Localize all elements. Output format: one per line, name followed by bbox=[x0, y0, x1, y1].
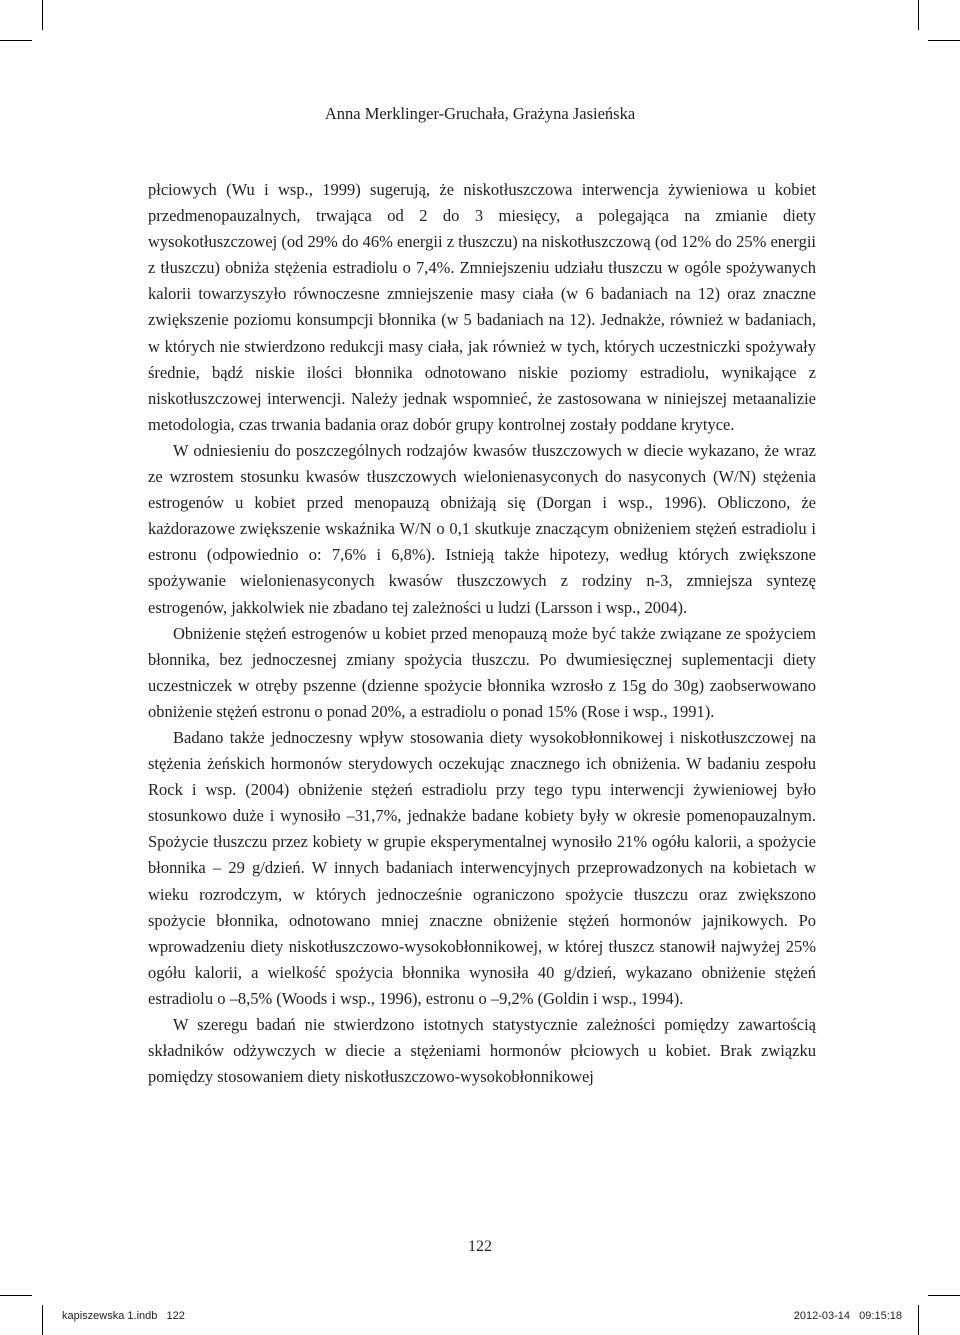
crop-mark bbox=[42, 1305, 43, 1335]
footer-filename: kapiszewska 1.indb 122 bbox=[62, 1310, 185, 1322]
crop-mark bbox=[0, 40, 32, 41]
paragraph: płciowych (Wu i wsp., 1999) sugerują, że niskotłuszczowa interwencja żywieniowa u kobiet przedmenopauzalnych, trwająca od 2 do 3 miesięcy, a polegająca na zmianie diety wysokotłuszczowej (od 29% do 46% energii z tłuszczu) na niskotłuszczową (od 12% do 25% energii z tłuszczu) obniża stężenia estradiolu o 7,4%. Zmniejszeniu udziału tłuszczu w ogóle spożywanych kalorii towarzyszyło równoczesne zmniejszenie masy ciała (w 6 badaniach na 12) oraz znaczne zwiększenie poziomu konsumpcji błonnika (w 5 badaniach na 12). Jednakże, również w badaniach, w których nie stwierdzono redukcji masy ciała, jak również w tych, których uczestniczki spożywały średnie, bądź niskie ilości błonnika odnotowano niskie poziomy estradiolu, wynikające z niskotłuszczowej interwencji. Należy jednak wspomnieć, że zastosowana w niniejszej metaanalizie metodologia, czas trwania badania oraz dobór grupy kontrolnej zostały poddane krytyce. bbox=[148, 180, 816, 434]
paragraph: Badano także jednoczesny wpływ stosowania diety wysokobłonnikowej i niskotłuszczowej na stężenia żeńskich hormonów sterydowych oczekując znacznego ich obniżenia. W badaniu zespołu Rock i wsp. (2004) obniżenie stężeń estradiolu przy tego typu interwencji żywieniowej było stosunkowo duże i wynosiło –31,7%, jednakże badane kobiety były w okresie pomenopauzalnym. Spożycie tłuszczu przez kobiety w grupie eksperymentalnej wynosiło 21% ogółu kalorii, a spożycie błonnika – 29 g/dzień. W innych badaniach interwencyjnych przeprowadzonych na kobietach w wieku rozrodczym, w których jednocześnie ograniczono spożycie tłuszczu oraz zwiększono spożycie błonnika, odnotowano mniej znaczne obniżenie stężeń hormonów jajnikowych. Po wprowadzeniu diety niskotłuszczowo-wysokobłonnikowej, w której tłuszcz stanowił najwyżej 25% ogółu kalorii, a wielkość spożycia błonnika wynosiła 40 g/dzień, wykazano obniżenie stężeń estradiolu o –8,5% (Woods i wsp., 1996), estronu o –9,2% (Goldin i wsp., 1994). bbox=[148, 727, 816, 1008]
crop-mark bbox=[918, 1305, 919, 1335]
page-number: 122 bbox=[468, 1238, 492, 1255]
crop-mark bbox=[42, 0, 43, 30]
crop-mark bbox=[928, 1295, 960, 1296]
paragraph: W szeregu badań nie stwierdzono istotnych statystycznie zależności pomiędzy zawartością składników odżywczych w diecie a stężeniami hormonów płciowych u kobiet. Brak związku pomiędzy stosowaniem diety niskotłuszczowo-wysokobłonnikowej bbox=[148, 1015, 816, 1087]
body-text bbox=[148, 177, 816, 1090]
crop-mark bbox=[918, 0, 919, 30]
crop-mark bbox=[928, 40, 960, 41]
paragraph: Obniżenie stężeń estrogenów u kobiet przed menopauzą może być także związane ze spożyciem błonnika, bez jednoczesnej zmiany spożycia tłuszczu. Po dwumiesięcznej suplementacji diety uczestniczek w otręby pszenne (dzienne spożycie błonnika wzrosło z 15g do 30g) zaobserwowano obniżenie stężeń estronu o ponad 20%, a estradiolu o ponad 15% (Rose i wsp., 1991). bbox=[148, 623, 816, 721]
footer-timestamp: 2012-03-14 09:15:18 bbox=[793, 1310, 902, 1322]
running-header: Anna Merklinger-Gruchała, Grażyna Jasieńska bbox=[324, 104, 636, 123]
paragraph: W odniesieniu do poszczególnych rodzajów kwasów tłuszczowych w diecie wykazano, że wraz ze wzrostem stosunku kwasów tłuszczowych wielonienasyconych do nasyconych (W/N) stężenia estrogenów u kobiet przed menopauzą obniżają się (Dorgan i wsp., 1996). Obliczono, że każdorazowe zwiększenie wskaźnika W/N o 0,1 skutkuje znaczącym obniżeniem stężeń estradiolu i estronu (odpowiednio o: 7,6% i 6,8%). Istnieją także hipotezy, według których zwiększone spożywanie wielonienasyconych kwasów tłuszczowych z rodziny n-3, zmniejsza syntezę estrogenów, jakkolwiek nie zbadano tej zależności u ludzi (Larsson i wsp., 2004). bbox=[148, 440, 816, 617]
crop-mark bbox=[0, 1295, 32, 1296]
